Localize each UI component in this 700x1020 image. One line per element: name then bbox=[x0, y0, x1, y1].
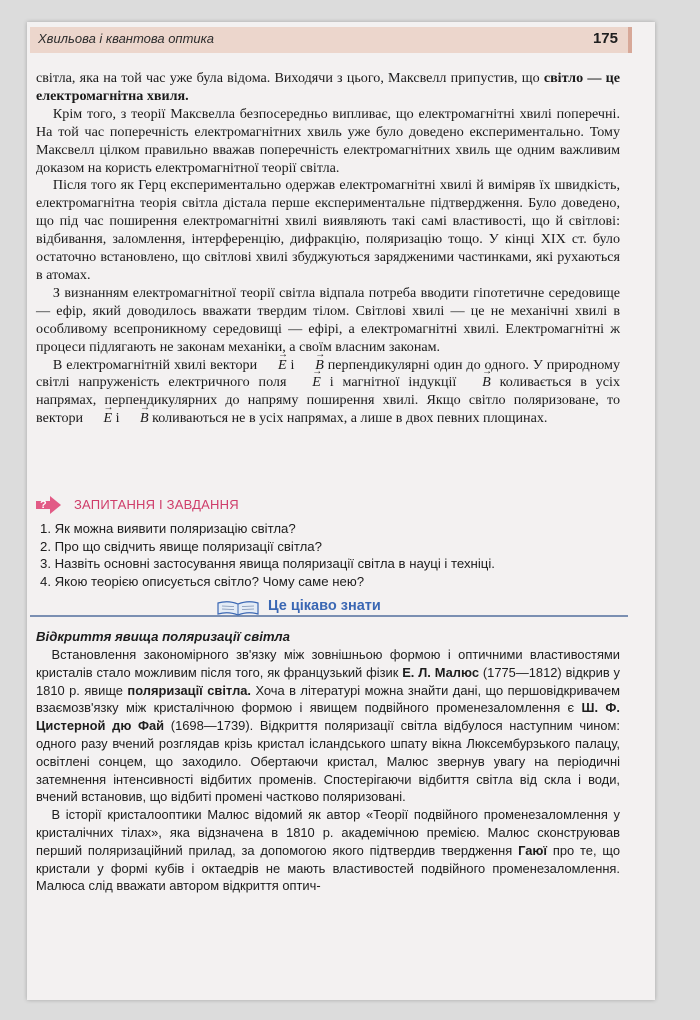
interesting-banner bbox=[30, 596, 628, 622]
vector-e: → E bbox=[87, 410, 113, 428]
interesting-title: Це цікаво знати bbox=[268, 598, 385, 614]
scientist-name: Ш. Ф. Цистерной дю Фай bbox=[36, 700, 621, 734]
question-item: 3. Назвіть основні застосування явища поляризації світла в науці і техніці. bbox=[40, 556, 495, 571]
header-tab-marker bbox=[628, 27, 632, 53]
scientist-name: Е. Л. Малюс bbox=[402, 664, 480, 680]
scientist-name: Гаюї bbox=[518, 842, 548, 858]
interesting-paragraph-2: В історії кристалооптики Малюс відомий як автор «Теорії подвійного променезаломлення у кристалічних тілах», яка відзначена в 1810 р. академічною премією. Малюс сконструював перший поляризаційний прилад, за допомогою якого підтвердив твердження Гаюї про те, що кристали у формі кубів і октаедрів не мають властивостей подвійного променезаломлення. Малюса слід вважати автором відкриття оптич- bbox=[36, 807, 621, 894]
paragraph-4: З визнанням електромагнітної теорії світла відпала потреба вводити гіпотетичне середовище — ефір, який доводилось вважати твердим тілом. Світлові хвилі — це не механічні хвилі в особливому всепроникному середовищі — ефірі, а електромагнітні хвилі. Електромагнітні ж процеси підлягають не законам механіки, а своїм власним законам. bbox=[36, 284, 620, 355]
running-header bbox=[30, 27, 628, 53]
question-arrow-icon bbox=[34, 494, 62, 516]
question-item: 4. Якою теорією описується світло? Чому саме нею? bbox=[40, 573, 365, 589]
paragraph-5: В електромагнітній хвилі вектори → E і → B перпендикулярні один до одного. У природному світлі напруженість електричного поля → E і магнітної індукції → B коливається в усіх напрямах, перпендикулярних до напряму поширення хвилі. Якщо світло поляризоване, то вектори → E і → B коливаються не в усіх напрямах, а лише в двох певних площинах. bbox=[36, 357, 620, 429]
key-term: поляризації світла. bbox=[127, 682, 252, 698]
paragraph-2: Крім того, з теорії Максвелла безпосередньо випливає, що електромагнітні хвилі поперечні. На той час поперечність електромагнітних хвиль уже було доведено експериментально. Тому Максвелл цілком правильно вважав поперечність електромагнітних хвиль ще одним важливим доказом на користь електромагнітної теорії світла. bbox=[36, 105, 620, 176]
section-title: Хвильова і квантова оптика bbox=[38, 31, 215, 46]
vector-e: → E bbox=[295, 374, 321, 392]
vector-e: → E bbox=[261, 357, 287, 375]
main-text bbox=[36, 70, 620, 428]
question-item: 1. Як можна виявити поляризацію світла? bbox=[40, 521, 296, 536]
questions-list bbox=[40, 520, 620, 590]
key-statement: світло — це електромагнітна хвиля. bbox=[36, 70, 620, 104]
open-book-icon bbox=[216, 600, 260, 616]
paragraph-3: Після того як Герц експериментально одержав електромагнітні хвилі й виміряв їх швидкість, електромагнітна теорія світла дістала перше експериментальне підтвердження. Було доведено, що під час поширення електромагнітні хвилі виявляють такі самі властивості, що й світлові: відбивання, заломлення, інтерференцію, дифракцію, поляризацію тощо. У кінці XIX ст. було остаточно встановлено, що світлові хвилі збуджуються зарядженими частинками, які рухаються в атомах. bbox=[36, 177, 620, 283]
questions-heading bbox=[34, 494, 354, 518]
question-item: 2. Про що свідчить явище поляризації світла? bbox=[40, 538, 322, 554]
paragraph-1: світла, яка на той час уже була відома. Виходячи з цього, Максвелл припустив, що світло — це електромагнітна хвиля. bbox=[36, 70, 620, 104]
questions-title: ЗАПИТАННЯ І ЗАВДАННЯ bbox=[74, 497, 239, 512]
vector-b: → B bbox=[123, 410, 149, 428]
vector-b: → B bbox=[465, 374, 491, 392]
svg-text:?: ? bbox=[40, 499, 47, 511]
interesting-text bbox=[36, 628, 620, 895]
vector-b: → B bbox=[298, 357, 324, 375]
divider-line bbox=[30, 615, 628, 617]
interesting-heading: Відкриття явища поляризації світла bbox=[36, 629, 290, 644]
page-number: 175 bbox=[592, 30, 618, 47]
interesting-paragraph-1: Встановлення закономірного зв'язку між зовнішньою формою і оптичними властивостями кристалів стало можливим після того, як французький фізик Е. Л. Малюс (1775—1812) відкрив у 1810 р. явище поляризації світла. Хоча в літературі можна знайти дані, що першовідкривачем взаємозв'язку між кристалічною формою і явищем подвійного променезаломлення є Ш. Ф. Цистерной дю Фай (1698—1739). Відкриття поляризації світла відбулося наступним чином: одного разу вчений розглядав крізь кристал ісландського шпату вікна Люксембурзького палацу, освітлені сонцем, що заходило. Обертаючи кристал, Малюс звернув увагу на періодичні затемнення інтенсивності відбитих променів. Спостерігаючи відбиття світла від скла і води, вчений встановив, що відбиті промені частково поляризовані. bbox=[36, 647, 621, 805]
